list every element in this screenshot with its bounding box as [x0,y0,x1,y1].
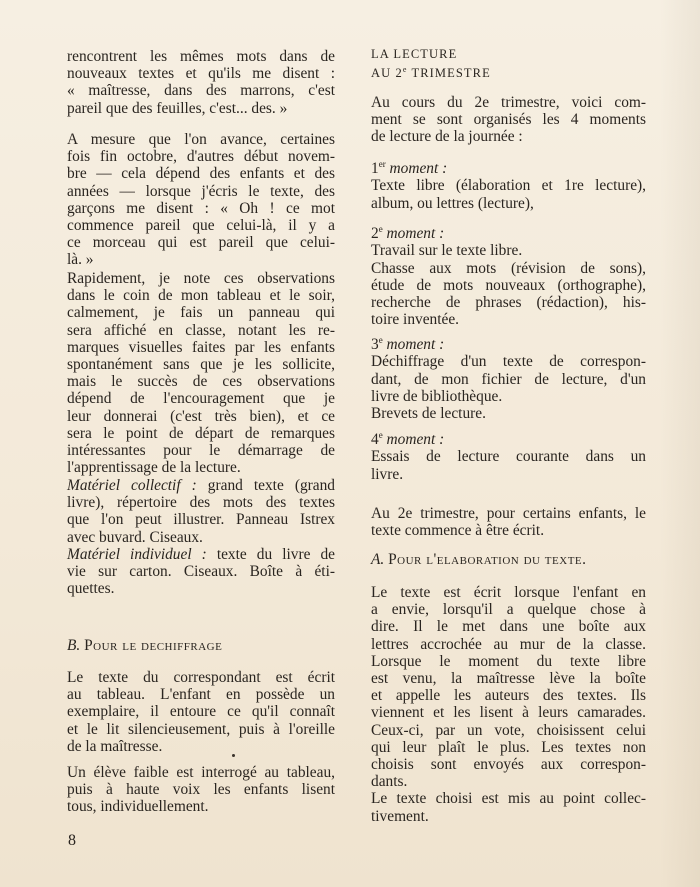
text-line: Au cours du 2e trimestre, voici com- [371,94,646,111]
text-line: leur donnerai (c'est très bien), et ce [67,407,335,425]
text-line: ment se sont organisés les 4 moments [371,111,646,129]
superscript: e [378,430,383,440]
text-line: Au 2e trimestre, pour certains enfants, le [371,505,646,522]
heading-fragment: TRIMESTRE [407,66,491,81]
moment-number: 4 [371,431,379,449]
heading-fragment: AU 2 [371,66,403,81]
text-line: a envie, lorsqu'il a quelque chose à [371,601,646,619]
text-line: Brevets de lecture. [371,404,486,422]
text-line: intéressantes pour le démarrage de [67,442,335,460]
text-line: Ceux-ci, par un vote, choisissent celui [371,721,646,739]
text-fragment: grand texte (grand [196,477,335,494]
text-line: commence pareil que celui-là, il y a [67,217,335,235]
text-line: Le texte du correspondant est écrit [67,669,335,686]
section-b-letter: B. [67,637,81,654]
text-line: spontanément sans que je les sollicite, [67,356,335,374]
moment-3-title [371,332,646,353]
ink-speck [232,754,235,757]
text-line: Essais de lecture courante dans un [371,448,646,466]
left-paragraph-3 [67,270,335,476]
text-line: nouveaux textes et qu'ils me disent : [67,65,335,83]
moment-label: moment : [382,336,445,354]
page-edge-shadow [660,0,700,887]
moment-number: 2 [371,225,379,243]
moment-label: moment : [382,225,445,243]
text-line: livre), répertoire des mots des textes [67,494,335,512]
text-line: calmement, je fais un panneau qui [67,304,335,322]
text-line: dant, de mon fichier de lecture, d'un [371,370,646,388]
text-line: rencontrent les mêmes mots dans de [67,48,335,65]
text-line: là. » [67,251,94,269]
materiel-collectif-label: Matériel collectif : [67,477,197,494]
text-line: au tableau. L'enfant en possède un [67,686,335,704]
moment-1-title [371,156,646,177]
text-line: Chasse aux mots (révision de sons), [371,259,646,277]
moment-4-title [371,427,646,448]
text-line: lettres accrochée au mur de la classe. [371,635,646,653]
materiel-individuel-label: Matériel individuel : [67,545,207,563]
text-line: Déchiffrage d'un texte de correspon- [371,353,646,371]
superscript: e [402,65,408,74]
text-line: ce morceau qui est pareil que celui- [67,234,335,252]
moment-1 [371,156,646,212]
page-number: 8 [68,832,76,849]
moment-2-title [371,221,646,242]
moment-number: 3 [371,336,379,354]
text-line: livre de bibliothèque. [371,387,503,405]
text-line: Lorsque le moment du texte libre [371,652,646,670]
moment-label: moment : [382,431,445,449]
text-line: texte commence à être écrit. [371,522,545,540]
section-a-heading [371,551,646,568]
text-line: mais le succès de ces observations [67,373,335,391]
text-line: quettes. [67,580,115,598]
text-line: de lecture de la journée : [371,128,523,146]
section-b-title: Pour le dechiffrage [84,637,223,654]
left-paragraph-5 [67,764,335,816]
text-line: Rapidement, je note ces observations [67,270,335,287]
heading-line [67,637,335,654]
text-line [67,477,335,494]
text-line: et appelle les auteurs des textes. Ils [371,687,646,705]
superscript: er [378,159,386,169]
text-line: garçons me disent : « Oh ! ce mot [67,199,335,217]
heading-line-2 [371,62,646,81]
heading-line-1: LA LECTURE [371,47,458,61]
text-line: album, ou lettres (lecture), [371,194,534,212]
text-line: dire. Il le met dans une boîte aux [371,618,646,636]
superscript: e [378,335,383,345]
moment-label: moment : [385,160,448,178]
text-line: dépend de l'encouragement que je [67,390,335,408]
text-line: Texte libre (élaboration et 1re lecture), [371,177,646,195]
text-line: Le texte est écrit lorsque l'enfant en [371,584,646,601]
right-intro [371,94,646,146]
text-line: étude de mots nouveaux (orthographe), [371,276,646,294]
text-line: choisis sont envoyés aux correspon- [371,756,646,774]
right-heading [371,47,646,81]
text-line: sera le point de départ de remarques [67,424,335,442]
text-line: puis à haute voix les enfants lisent [67,781,335,799]
text-line: A mesure que l'on avance, certaines [67,131,335,148]
text-line: et le lit silencieusement, puis à l'oreille [67,720,335,738]
left-paragraph-1 [67,48,335,117]
text-line: marques visuelles faites par les enfants [67,338,335,356]
text-line: livre. [371,465,404,483]
superscript: e [378,224,383,234]
text-line: Le texte choisi est mis au point collec- [371,790,646,808]
moment-4 [371,427,646,483]
text-line: bre — cela dépend des enfants et des [67,165,335,183]
text-line: que l'on peut illustrer. Panneau Istrex [67,511,335,529]
text-line: toire inventée. [371,311,460,329]
text-line: est venu, la maîtresse lève la boîte [371,670,646,688]
moment-number: 1 [371,160,379,178]
text-line: vie sur carton. Ciseaux. Boîte à éti- [67,563,335,581]
text-line: exemplaire, il entoure ce qu'il connaît [67,703,335,721]
text-line: viennent et les lisent à leurs camarades. [371,704,646,722]
text-line: recherche de phrases (rédaction), his- [371,293,646,311]
text-line: dans le coin de mon tableau et le soir, [67,287,335,305]
text-line: fois fin octobre, d'autres début novem- [67,148,335,166]
text-line: avec buvard. Ciseaux. [67,528,203,546]
moment-3 [371,332,646,422]
left-paragraph-2 [67,131,335,269]
section-a-letter: A. [371,551,385,568]
text-line: tous, individuellement. [67,798,209,816]
section-a-title: Pour l'elaboration du texte. [388,551,587,568]
text-line [67,546,335,563]
text-line: pareil que des feuilles, c'est... des. » [67,99,288,117]
text-line: qui leur plaît le plus. Les textes non [371,738,646,756]
text-line: « maîtresse, dans des marrons, c'est [67,82,335,100]
text-fragment: texte du livre de [206,545,335,563]
right-paragraph-final [371,584,646,825]
text-line: Un élève faible est interrogé au tableau, [67,764,335,781]
section-b-heading [67,637,335,654]
text-line: de la maîtresse. [67,737,163,755]
text-line: Travail sur le texte libre. [371,242,523,260]
text-line: sera affiché en classe, notant les re- [67,321,335,339]
right-paragraph-trimestre [371,505,646,539]
left-paragraph-4 [67,669,335,755]
text-line: dants. [371,773,408,791]
moment-2 [371,221,646,328]
heading-line [371,551,646,568]
text-line: tivement. [371,807,429,825]
text-line: l'apprentissage de la lecture. [67,459,241,477]
text-line: années — lorsque j'écris le texte, des [67,182,335,200]
materiel-paragraph [67,477,335,597]
